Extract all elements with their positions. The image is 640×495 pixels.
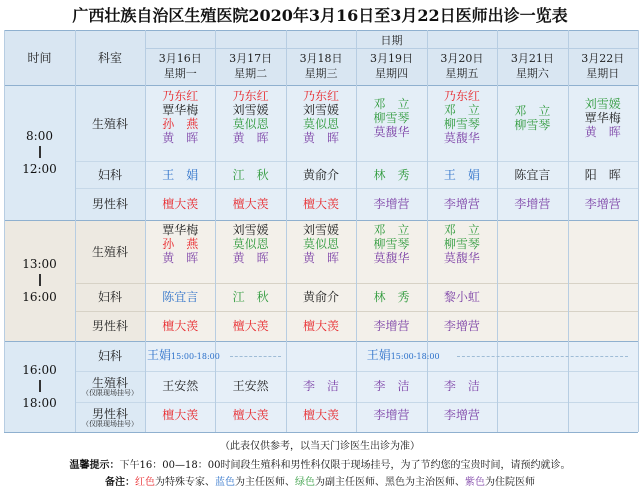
doctor-name: 覃华梅: [162, 103, 199, 117]
doctor-name: 孙 燕: [162, 237, 199, 251]
doctor-name: 李增营: [443, 319, 480, 333]
header-weekday: 星期五: [445, 67, 479, 80]
doctor-name: 覃华梅: [584, 111, 621, 125]
doctor-name: 刘雪媛: [303, 223, 340, 237]
doctor-name: 柳雪琴: [373, 111, 410, 125]
doctor-name: 檀大羡: [303, 408, 340, 422]
doctor-name: 黄 晖: [162, 131, 199, 145]
doctor-name: 王娟: [147, 348, 172, 362]
doctor-name: 覃华梅: [162, 223, 199, 237]
doctor-name: 柳雪琴: [373, 237, 410, 251]
legend-color-word: 紫色: [465, 477, 485, 488]
doctor-name: 王 娟: [443, 168, 480, 182]
dept-gynecology: 妇科: [97, 168, 122, 182]
evening-time-connector: [39, 380, 41, 392]
doctor-name: 阳 晖: [584, 168, 621, 182]
legend-color-word: 红色: [135, 477, 155, 488]
dept-reproductive: 生殖科: [91, 117, 128, 131]
doctor-name: 黄俞介: [303, 168, 340, 182]
doctor-name: 黄 晖: [303, 251, 340, 265]
doctor-name: 李增营: [443, 408, 480, 422]
header-date: 3月17日: [229, 52, 273, 65]
grid-hline: [4, 85, 638, 86]
afternoon-time-connector: [39, 274, 41, 286]
evening-gyn-dashes: [230, 356, 281, 357]
doctor-name: 黄 晖: [584, 125, 621, 139]
page-title: 广西壮族自治区生殖医院2020年3月16日至3月22日医师出诊一览表: [72, 6, 568, 25]
morning-time-connector: [39, 146, 41, 158]
doctor-name: 邓 立: [373, 223, 410, 237]
footer-note: （此表仅供参考，以当天门诊医生出诊为准）: [220, 441, 420, 452]
doctor-name: 王安然: [162, 379, 199, 393]
doctor-name: 檀大羡: [232, 319, 269, 333]
doctor-name: 李增营: [443, 197, 480, 211]
doctor-name: 刘雪媛: [584, 97, 621, 111]
doctor-name: 莫馥华: [443, 251, 480, 265]
doctor-name: 黄 晖: [232, 251, 269, 265]
doctor-name: 乃东红: [443, 89, 480, 103]
evening-gyn-slot: [367, 349, 440, 361]
morning-time-start: 8:00: [26, 128, 53, 143]
doctor-name: 黎小虹: [443, 290, 480, 304]
doctor-name: 黄俞介: [303, 290, 340, 304]
doctor-name: 檀大羡: [162, 408, 199, 422]
doctor-name: 檀大羡: [232, 197, 269, 211]
doctor-name: 莫似恩: [232, 237, 269, 251]
doctor-name: 李 洁: [303, 379, 340, 393]
doctor-name: 刘雪媛: [232, 103, 269, 117]
dept-gynecology: 妇科: [97, 349, 122, 363]
header-date: 3月21日: [510, 52, 554, 65]
afternoon-time-end: 16:00: [22, 289, 57, 304]
header-weekday: 星期四: [375, 67, 408, 80]
slot-time: 15:00-18:00: [171, 352, 220, 361]
doctor-name: 莫似恩: [303, 237, 340, 251]
header-date: 3月19日: [370, 52, 413, 65]
doctor-name: 李增营: [373, 408, 410, 422]
dept-andrology: 男性科: [91, 197, 128, 211]
header-date: 3月16日: [158, 52, 202, 65]
dept-gynecology: 妇科: [97, 290, 122, 304]
doctor-name: 檀大羡: [303, 197, 340, 211]
grid-vline: [568, 30, 569, 432]
doctor-name: 莫馥华: [443, 131, 480, 145]
doctor-name: 乃东红: [232, 89, 269, 103]
doctor-name: 李 洁: [373, 379, 410, 393]
dept-reproductive: 生殖科: [91, 245, 128, 259]
doctor-name: 柳雪琴: [443, 237, 480, 251]
doctor-name: 陈宜言: [514, 168, 551, 182]
doctor-name: 黄 晖: [303, 131, 340, 145]
doctor-name: 李增营: [514, 197, 551, 211]
doctor-name: 陈宜言: [162, 290, 199, 304]
doctor-name: 江 秋: [232, 290, 269, 304]
doctor-name: 刘雪媛: [232, 223, 269, 237]
doctor-name: 林 秀: [373, 168, 410, 182]
dept-reproductive: 生殖科: [91, 376, 128, 390]
header-date: 3月18日: [299, 52, 343, 65]
legend-text: 为副主任医师、: [315, 477, 385, 488]
tip-label: 温馨提示：: [69, 460, 120, 471]
doctor-name: 黄 晖: [232, 131, 269, 145]
doctor-name: 李增营: [584, 197, 621, 211]
doctor-name: 莫似恩: [232, 117, 269, 131]
doctor-name: 王安然: [232, 379, 269, 393]
header-weekday: 星期六: [515, 67, 549, 80]
doctor-name: 孙 燕: [162, 117, 199, 131]
doctor-name: 檀大羡: [162, 197, 199, 211]
doctor-name: 邓 立: [443, 223, 480, 237]
doctor-name: 邓 立: [373, 97, 410, 111]
evening-gyn-dashes: [457, 356, 628, 357]
header-weekday: 星期三: [304, 67, 338, 80]
doctor-name: 江 秋: [232, 168, 269, 182]
legend-text: 为特殊专家、: [155, 477, 215, 488]
morning-time-end: 12:00: [22, 161, 57, 176]
header-date: 3月20日: [440, 52, 484, 65]
tip-text: 下午16：00—18：00时间段生殖科和男性科仅限于现场挂号，为了节约您的宝贵时间，请预约就诊。: [119, 460, 571, 471]
legend-color-word: 绿色: [295, 477, 315, 488]
header-dept: 科室: [97, 51, 122, 65]
doctor-name: 李增营: [373, 197, 410, 211]
evening-time-end: 18:00: [22, 395, 57, 410]
doctor-name: 王 娟: [162, 168, 199, 182]
doctor-name: 李增营: [373, 319, 410, 333]
doctor-name: 柳雪琴: [514, 118, 551, 132]
header-date-group: 日期: [380, 34, 403, 47]
grid-hline: [145, 48, 638, 49]
legend-text: 为主任医师、: [235, 477, 295, 488]
doctor-name: 檀大羡: [303, 319, 340, 333]
grid-hline: [4, 432, 638, 433]
grid-vline: [638, 30, 639, 432]
evening-gyn-slot: [147, 349, 220, 361]
doctor-name: 莫似恩: [303, 117, 340, 131]
dept-note: （仅限现场挂号）: [82, 420, 138, 428]
doctor-name: 刘雪媛: [303, 103, 340, 117]
legend-color-word: 黑色: [385, 477, 405, 488]
doctor-name: 檀大羡: [232, 408, 269, 422]
doctor-name: 莫馥华: [373, 251, 410, 265]
doctor-name: 檀大羡: [162, 319, 199, 333]
footer-tip: [0, 461, 640, 471]
afternoon-time-start: 13:00: [22, 256, 57, 271]
header-date: 3月22日: [581, 52, 625, 65]
grid-hline: [4, 30, 638, 31]
dept-note: （仅限现场挂号）: [82, 389, 138, 397]
header-weekday: 星期一: [163, 67, 197, 80]
doctor-name: 邓 立: [514, 104, 551, 118]
header-time: 时间: [27, 51, 52, 65]
doctor-name: 李 洁: [443, 379, 480, 393]
header-weekday: 星期日: [586, 67, 620, 80]
doctor-name: 邓 立: [443, 103, 480, 117]
legend-prefix: 备注：: [105, 477, 135, 488]
legend-text: 为住院医师: [485, 477, 535, 488]
dept-andrology: 男性科: [91, 407, 128, 421]
doctor-name: 柳雪琴: [443, 117, 480, 131]
doctor-name: 乃东红: [162, 89, 199, 103]
slot-time: 15:00-18:00: [390, 352, 440, 361]
grid-hline: [4, 220, 638, 221]
doctor-name: 乃东红: [303, 89, 340, 103]
doctor-name: 王娟: [366, 348, 391, 362]
header-weekday: 星期二: [234, 67, 268, 80]
footer-legend: [0, 478, 640, 488]
doctor-name: 莫馥华: [373, 125, 410, 139]
doctor-name: 林 秀: [373, 290, 410, 304]
evening-time-start: 16:00: [22, 362, 57, 377]
doctor-name: 黄 晖: [162, 251, 199, 265]
dept-andrology: 男性科: [91, 319, 128, 333]
legend-text: 为主治医师、: [405, 477, 465, 488]
legend-color-word: 蓝色: [215, 477, 235, 488]
grid-hline: [4, 341, 638, 342]
